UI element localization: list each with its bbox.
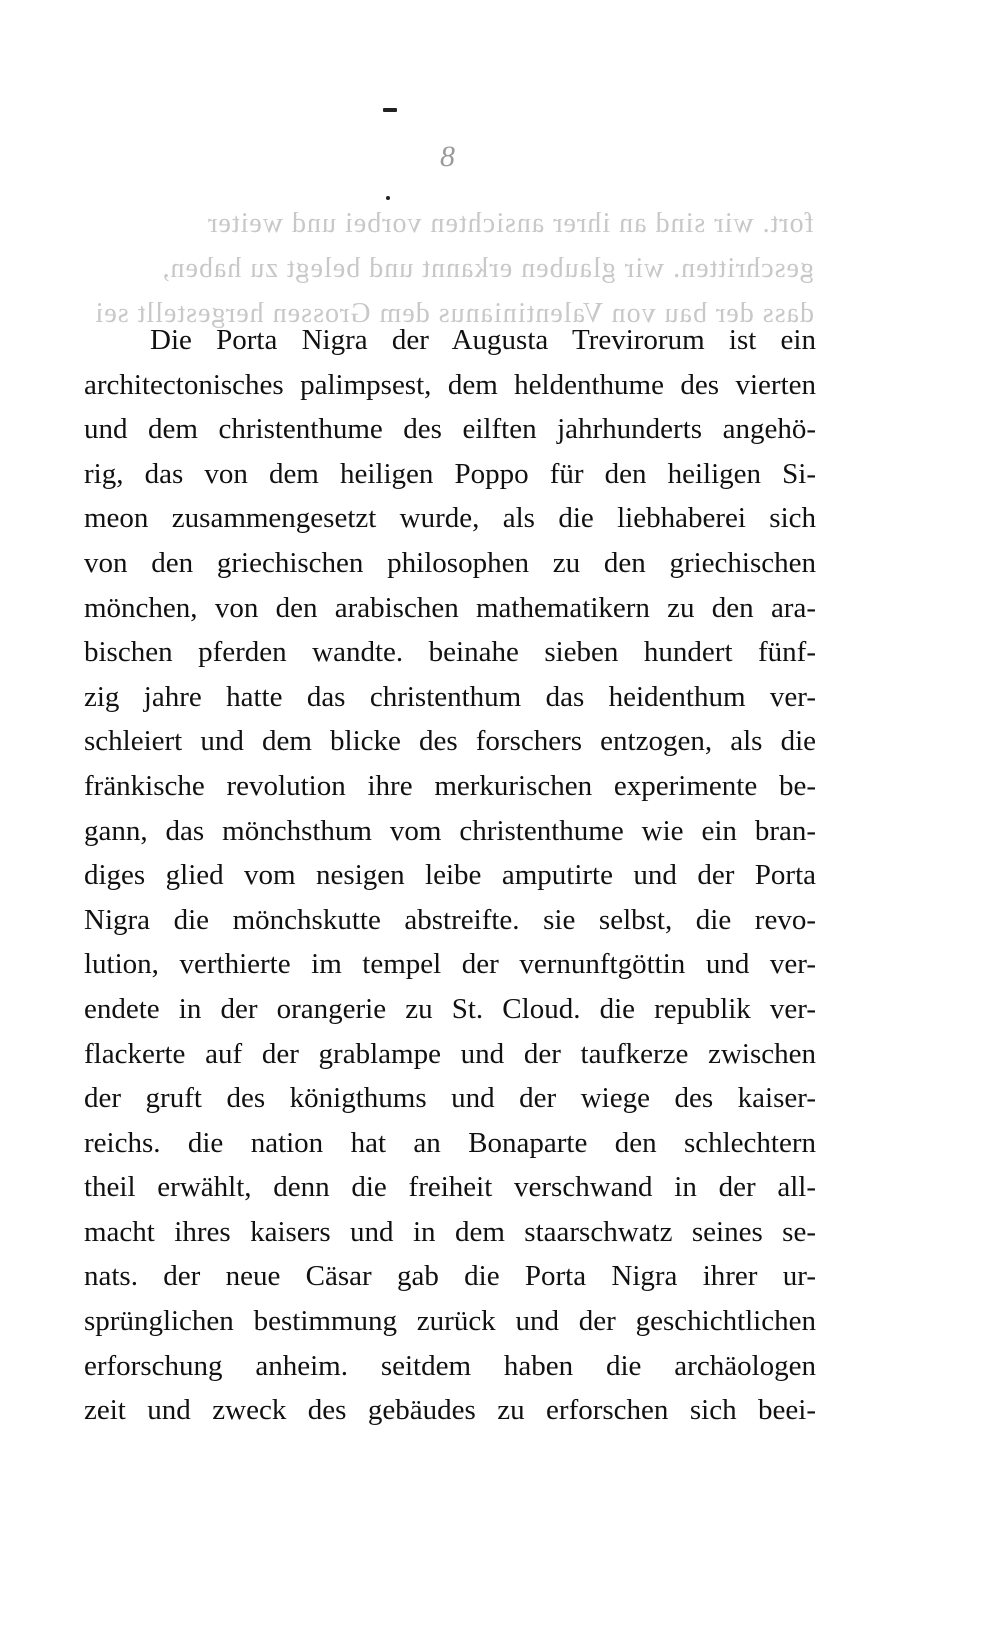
text-line: und dem christenthume des eilften jahrhunderts angehö- [84, 413, 816, 446]
text-line: reichs. die nation hat an Bonaparte den schlechtern [84, 1126, 816, 1159]
text-line: lution, verthierte im tempel der vernunftgöttin und ver- [84, 948, 816, 981]
text-line: theil erwählt, denn die freiheit verschwand in der all- [84, 1171, 816, 1204]
text-line: architectonisches palimpsest, dem heldenthume des vierten [84, 368, 816, 401]
text-line: flackerte auf der grablampe und der taufkerze zwischen [84, 1037, 816, 1070]
text-line: erforschung anheim. seitdem haben die archäologen [84, 1349, 816, 1382]
text-line: bischen pferden wandte. beinahe sieben hundert fünf- [84, 636, 816, 669]
text-line: endete in der orangerie zu St. Cloud. die republik ver- [84, 992, 816, 1025]
text-line: fränkische revolution ihre merkurischen experimente be- [84, 769, 816, 802]
text-line: von den griechischen philosophen zu den griechischen [84, 546, 816, 579]
ink-speck [383, 108, 397, 112]
page-number: 8 [440, 140, 455, 173]
text-line: nats. der neue Cäsar gab die Porta Nigra ihrer ur- [84, 1260, 816, 1293]
text-line: macht ihres kaisers und in dem staarschwatz seines se- [84, 1215, 816, 1248]
text-line: schleiert und dem blicke des forschers entzogen, als die [84, 725, 816, 758]
text-line: mönchen, von den arabischen mathematikern zu den ara- [84, 591, 816, 624]
text-line: zig jahre hatte das christenthum das heidenthum ver- [84, 680, 816, 713]
text-line: sprünglichen bestimmung zurück und der geschichtlichen [84, 1305, 816, 1338]
text-line: rig, das von dem heiligen Poppo für den heiligen Si- [84, 457, 816, 490]
text-line: gann, das mönchsthum vom christenthume wie ein bran- [84, 814, 816, 847]
ink-dot [386, 196, 390, 200]
text-line: Nigra die mönchskutte abstreifte. sie selbst, die revo- [84, 903, 816, 936]
bleed-through-line: dass der bau von Valentinianus dem Grossen hergestellt sei [94, 298, 814, 329]
body-paragraph [84, 318, 816, 1433]
text-line: diges glied vom nesigen leibe amputirte und der Porta [84, 859, 816, 892]
text-line: meon zusammengesetzt wurde, als die liebhaberei sich [84, 502, 816, 535]
text-line: zeit und zweck des gebäudes zu erforschen sich beei- [84, 1394, 816, 1427]
text-line: Die Porta Nigra der Augusta Trevirorum ist ein [150, 324, 816, 356]
bleed-through-line: fort. wir sind an ihrer ansichten vorbei und weiter [207, 208, 814, 239]
bleed-through-line: geschritten. wir glauben erkannt und belegt zu haben, [161, 253, 814, 284]
text-line: der gruft des königthums und der wiege des kaiser- [84, 1082, 816, 1115]
